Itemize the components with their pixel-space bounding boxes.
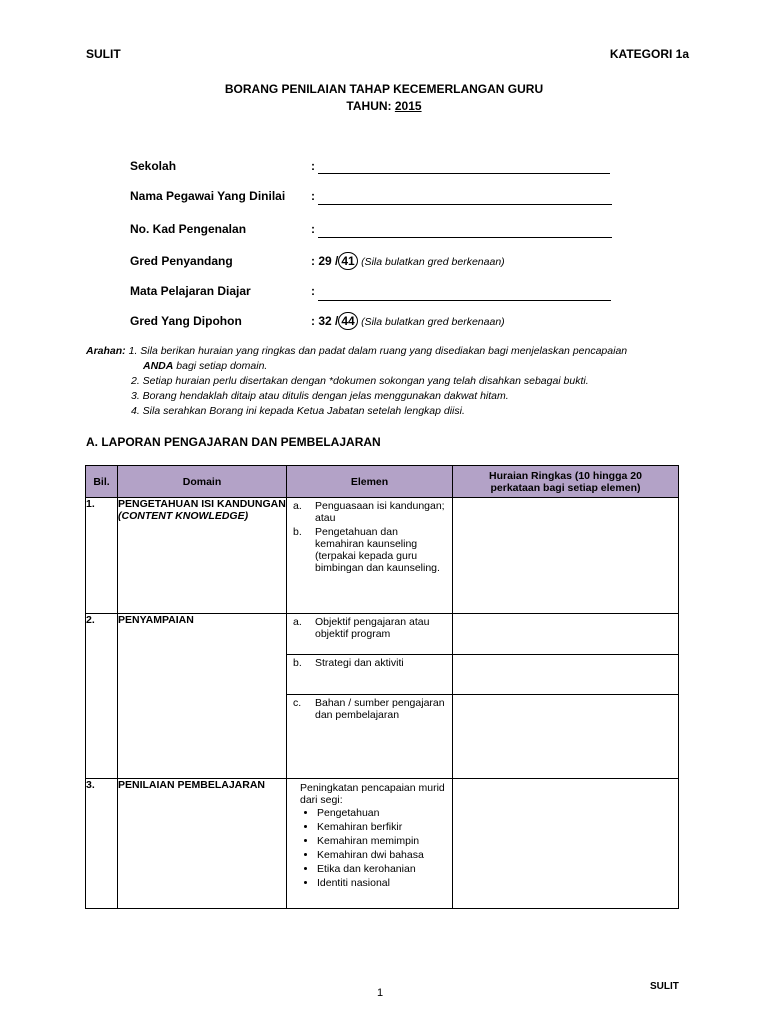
item-label: b. [293,657,302,669]
field-line-kad-pengenalan[interactable] [318,237,612,238]
instruction-label: Arahan: [86,345,126,357]
domain-cell: PENILAIAN PEMBELAJARAN [118,779,287,909]
gred-dipohon-options [311,312,505,330]
elemen-bullet-list [287,806,452,890]
elemen-item [287,498,452,524]
field-label-gred-dipohon: Gred Yang Dipohon [130,314,242,328]
grade-note: (Sila bulatkan gred berkenaan) [361,256,505,268]
instruction-text: bagi setiap domain. [173,360,268,372]
header-huraian: Huraian Ringkas (10 hingga 20 perkataan bagi setiap elemen) [453,466,679,498]
field-line-nama[interactable] [318,204,612,205]
table-row [86,498,679,614]
form-year [0,99,768,113]
header-domain: Domain [118,466,287,498]
table-header-row [86,466,679,498]
assessment-table [85,465,679,909]
gred-prefix: : 29 / [311,254,339,268]
huraian-input-cell[interactable] [453,614,679,655]
elemen-cell [287,498,453,614]
list-item: • Kemahiran memimpin [317,834,452,848]
field-label-sekolah: Sekolah [130,159,177,173]
domain-cell [118,498,287,614]
year-value: 2015 [394,99,422,113]
grade-note: (Sila bulatkan gred berkenaan) [361,316,505,328]
list-item: • Identiti nasional [317,876,452,890]
instruction-4: 4. Sila serahkan Borang ini kepada Ketua Jabatan setelah lengkap diisi. [131,405,465,417]
gred-penyandang-options [311,252,505,270]
field-colon: : [311,159,315,173]
footer-classification: SULIT [650,981,679,992]
huraian-input-cell[interactable] [453,779,679,909]
domain-cell: PENYAMPAIAN [118,614,287,779]
field-label-nama: Nama Pegawai Yang Dinilai [130,189,286,203]
list-item: • Etika dan kerohanian [317,862,452,876]
field-colon: : [311,222,315,236]
item-label: a. [293,616,302,628]
list-item: • Kemahiran dwi bahasa [317,848,452,862]
instruction-2: 2. Setiap huraian perlu disertakan dengan *dokumen sokongan yang telah disahkan sebagai bukti. [131,375,589,387]
elemen-item [287,655,452,669]
item-label: c. [293,697,302,709]
header-bil: Bil. [86,466,118,498]
row-number: 2. [86,614,118,779]
field-colon: : [311,284,315,298]
field-label-mata-pelajaran: Mata Pelajaran Diajar [130,284,251,298]
gred-prefix: : 32 / [311,314,339,328]
domain-name-english: (CONTENT KNOWLEDGE) [118,510,249,522]
instruction-1-cont [143,359,267,374]
elemen-cell [287,614,453,655]
item-text: Penguasaan isi kandungan; atau [315,500,445,524]
circled-grade[interactable]: 44 [338,312,357,330]
huraian-input-cell[interactable] [453,498,679,614]
elemen-cell [287,779,453,909]
form-title: BORANG PENILAIAN TAHAP KECEMERLANGAN GURU [224,82,544,96]
field-line-mata-pelajaran[interactable] [318,300,611,301]
instruction-3: 3. Borang hendaklah ditaip atau ditulis dengan jelas menggunakan dakwat hitam. [131,390,509,402]
item-label: b. [293,526,302,538]
page-number: 1 [377,987,384,999]
field-label-kad-pengenalan: No. Kad Pengenalan [130,222,247,236]
instruction-emphasis: ANDA [143,360,174,372]
item-text: Pengetahuan dan kemahiran kaunseling (terpakai kepada guru bimbingan dan kaunseling. [315,526,440,574]
field-line-sekolah[interactable] [318,173,610,174]
elemen-item [287,524,452,574]
item-label: a. [293,500,302,512]
row-number: 1. [86,498,118,614]
instruction-text: 1. Sila berikan huraian yang ringkas dan padat dalam ruang yang disediakan bagi menjelaskan pencapaian [128,345,628,357]
instruction-1 [86,344,627,359]
elemen-item [287,614,452,640]
item-text: Objektif pengajaran atau objektif program [315,616,430,640]
section-title: A. LAPORAN PENGAJARAN DAN PEMBELAJARAN [86,435,381,449]
list-item: • Pengetahuan [317,806,452,820]
elemen-cell [287,655,453,695]
circled-grade[interactable]: 41 [338,252,357,270]
category-label: KATEGORI 1a [609,47,689,61]
field-label-gred-penyandang: Gred Penyandang [130,254,233,268]
huraian-input-cell[interactable] [453,695,679,779]
elemen-cell [287,695,453,779]
field-colon: : [311,189,315,203]
header-elemen: Elemen [287,466,453,498]
classification-label: SULIT [86,47,121,61]
table-row [86,779,679,909]
table-row [86,614,679,655]
elemen-intro: Peningkatan pencapaian murid dari segi: [300,782,445,806]
huraian-input-cell[interactable] [453,655,679,695]
elemen-item [287,695,452,721]
list-item: • Kemahiran berfikir [317,820,452,834]
item-text: Bahan / sumber pengajaran dan pembelajaran [315,697,445,721]
domain-name: PENGETAHUAN ISI KANDUNGAN [118,498,286,510]
row-number: 3. [86,779,118,909]
item-text: Strategi dan aktiviti [315,657,404,669]
year-label: TAHUN: [346,99,392,113]
